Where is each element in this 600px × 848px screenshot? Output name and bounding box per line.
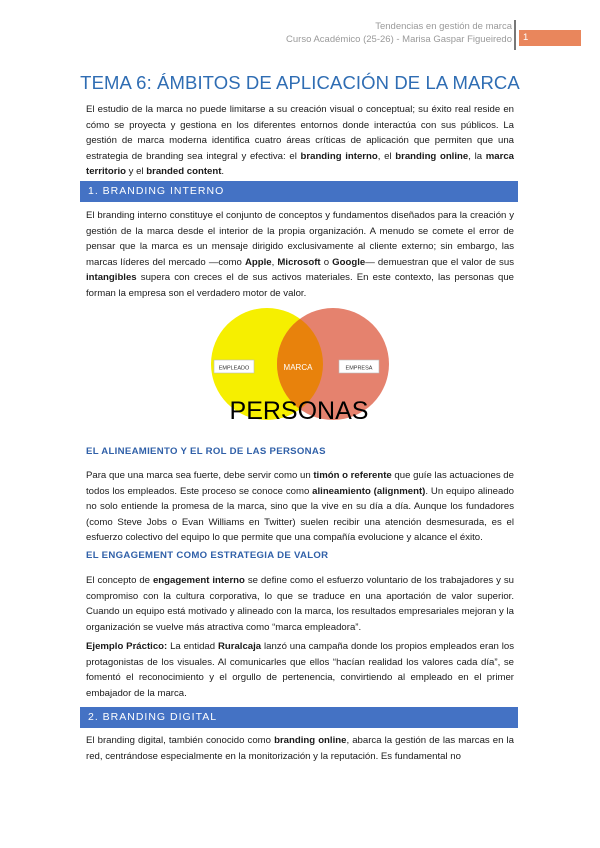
alineamiento-paragraph [86, 468, 514, 546]
page-title: TEMA 6: ÁMBITOS DE APLICACIÓN DE LA MARCA [80, 72, 520, 93]
text-run: , el [377, 150, 396, 162]
marca-label: MARCA [283, 363, 313, 372]
bold-run: Google [332, 256, 366, 268]
bold-run: Ejemplo Práctico: [86, 641, 168, 652]
text-run: lanzó una campaña donde los propios empleados eran los protagonistas de los visuales. Al comunicarles que ellos “hacían realidad los valores cada día”, se fomentó el reconocimiento y el orgullo de pertenencia, convirtiendo al empleado en el primer embajador de la marca. [86, 641, 514, 699]
text-run: , [271, 256, 278, 268]
text-run: El branding interno constituye el conjunto de conceptos y fundamentos diseñados para la creación y gestión de la marca desde el interior de la propia organización. A menudo se comete el error de pensar que la marca es un mensaje dirigido exclusivamente al cliente externo; sin embargo, las marcas líderes del mercado —como [86, 210, 514, 268]
header-divider [514, 20, 516, 50]
page-number-badge: 1 [519, 30, 581, 46]
text-run: El branding digital, también conocido como [86, 735, 275, 746]
subheading-engagement: EL ENGAGEMENT COMO ESTRATEGIA DE VALOR [86, 550, 329, 561]
text-run: El concepto de [86, 575, 153, 586]
bold-run: timón o referente [313, 470, 392, 481]
bold-run: Ruralcaja [217, 641, 262, 652]
bold-run: alineamiento (alignment) [312, 485, 426, 497]
section-heading-branding-digital: 2. BRANDING DIGITAL [80, 707, 518, 728]
intro-paragraph [86, 102, 514, 180]
bold-run: Apple [244, 256, 272, 268]
text-run: . [221, 166, 225, 178]
bold-run: branded content [146, 166, 222, 178]
text-run: que guíe las actuaciones de todos los empleados. Este proceso se conoce como [86, 470, 514, 497]
bold-run: marca territorio [86, 150, 514, 178]
text-run: . Un equipo alineado no solo entiende la promesa de la marca, sino que la vive en su día a día. Aunque los fundadores (como Steve Jobs o Evan Williams en Twitter) suelen recibir una atención desmesurada, es el esfuerzo colectivo del equipo lo que permite que una compañía evolucione y alcance el éxito. [86, 485, 514, 544]
bold-run: branding online [395, 150, 469, 162]
header-course-title: Tendencias en gestión de marca [375, 21, 512, 32]
empresa-label: EMPRESA [345, 365, 373, 372]
engagement-paragraph [86, 573, 514, 635]
venn-diagram [205, 302, 393, 430]
branding-interno-paragraph [86, 208, 514, 302]
text-run: supera con creces el de sus activos materiales. En este contexto, las personas que forman la empresa son el verdadero motor de valor. [86, 272, 514, 299]
subheading-alineamiento: EL ALINEAMIENTO Y EL ROL DE LAS PERSONAS [86, 446, 326, 457]
bold-run: engagement interno [152, 575, 245, 586]
text-run: se define como el esfuerzo voluntario de los trabajadores y su compromiso con la cultura corporativa, lo que se traduce en una aportación de valor superior. Cuando un equipo está motivado y alineado con la marca, los resultados empresariales mejoran y la organización se vuelve más atractiva como “marca empleadora”. [86, 575, 514, 633]
text-run: Para que una marca sea fuerte, debe servir como un [86, 470, 314, 481]
empleado-label: EMPLEADO [218, 365, 250, 372]
running-header [286, 20, 512, 46]
bold-run: intangibles [86, 272, 137, 284]
text-run: La entidad [167, 641, 218, 652]
text-run: y el [125, 166, 147, 178]
text-run: , la [468, 150, 486, 162]
section-heading-branding-interno: 1. BRANDING INTERNO [80, 181, 518, 202]
header-author-line: Curso Académico (25-26) - Marisa Gaspar Figueiredo [286, 34, 512, 45]
text-run: El estudio de la marca no puede limitarse a su creación visual o conceptual; su éxito real reside en cómo se proyecta y gestiona en los diferentes entornos donde interactúa con sus públicos. La gestión de marca moderna identifica cuatro áreas críticas de aplicación que permiten que una estrategia de branding sea integral y efectiva: el [86, 104, 514, 162]
bold-run: branding online [274, 735, 347, 746]
example-paragraph [86, 639, 514, 701]
bold-run: Microsoft [277, 256, 321, 268]
text-run: o [320, 256, 333, 268]
branding-digital-paragraph [86, 733, 514, 764]
venn-diagram-svg [205, 302, 393, 430]
bold-run: branding interno [300, 150, 378, 162]
text-run: , abarca la gestión de las marcas en la red, centrándose especialmente en la monitorización y la reputación. Es fundamental no [86, 735, 515, 762]
personas-label: PERSONAS [229, 397, 369, 425]
text-run: — demuestran que el valor de sus [365, 256, 514, 268]
